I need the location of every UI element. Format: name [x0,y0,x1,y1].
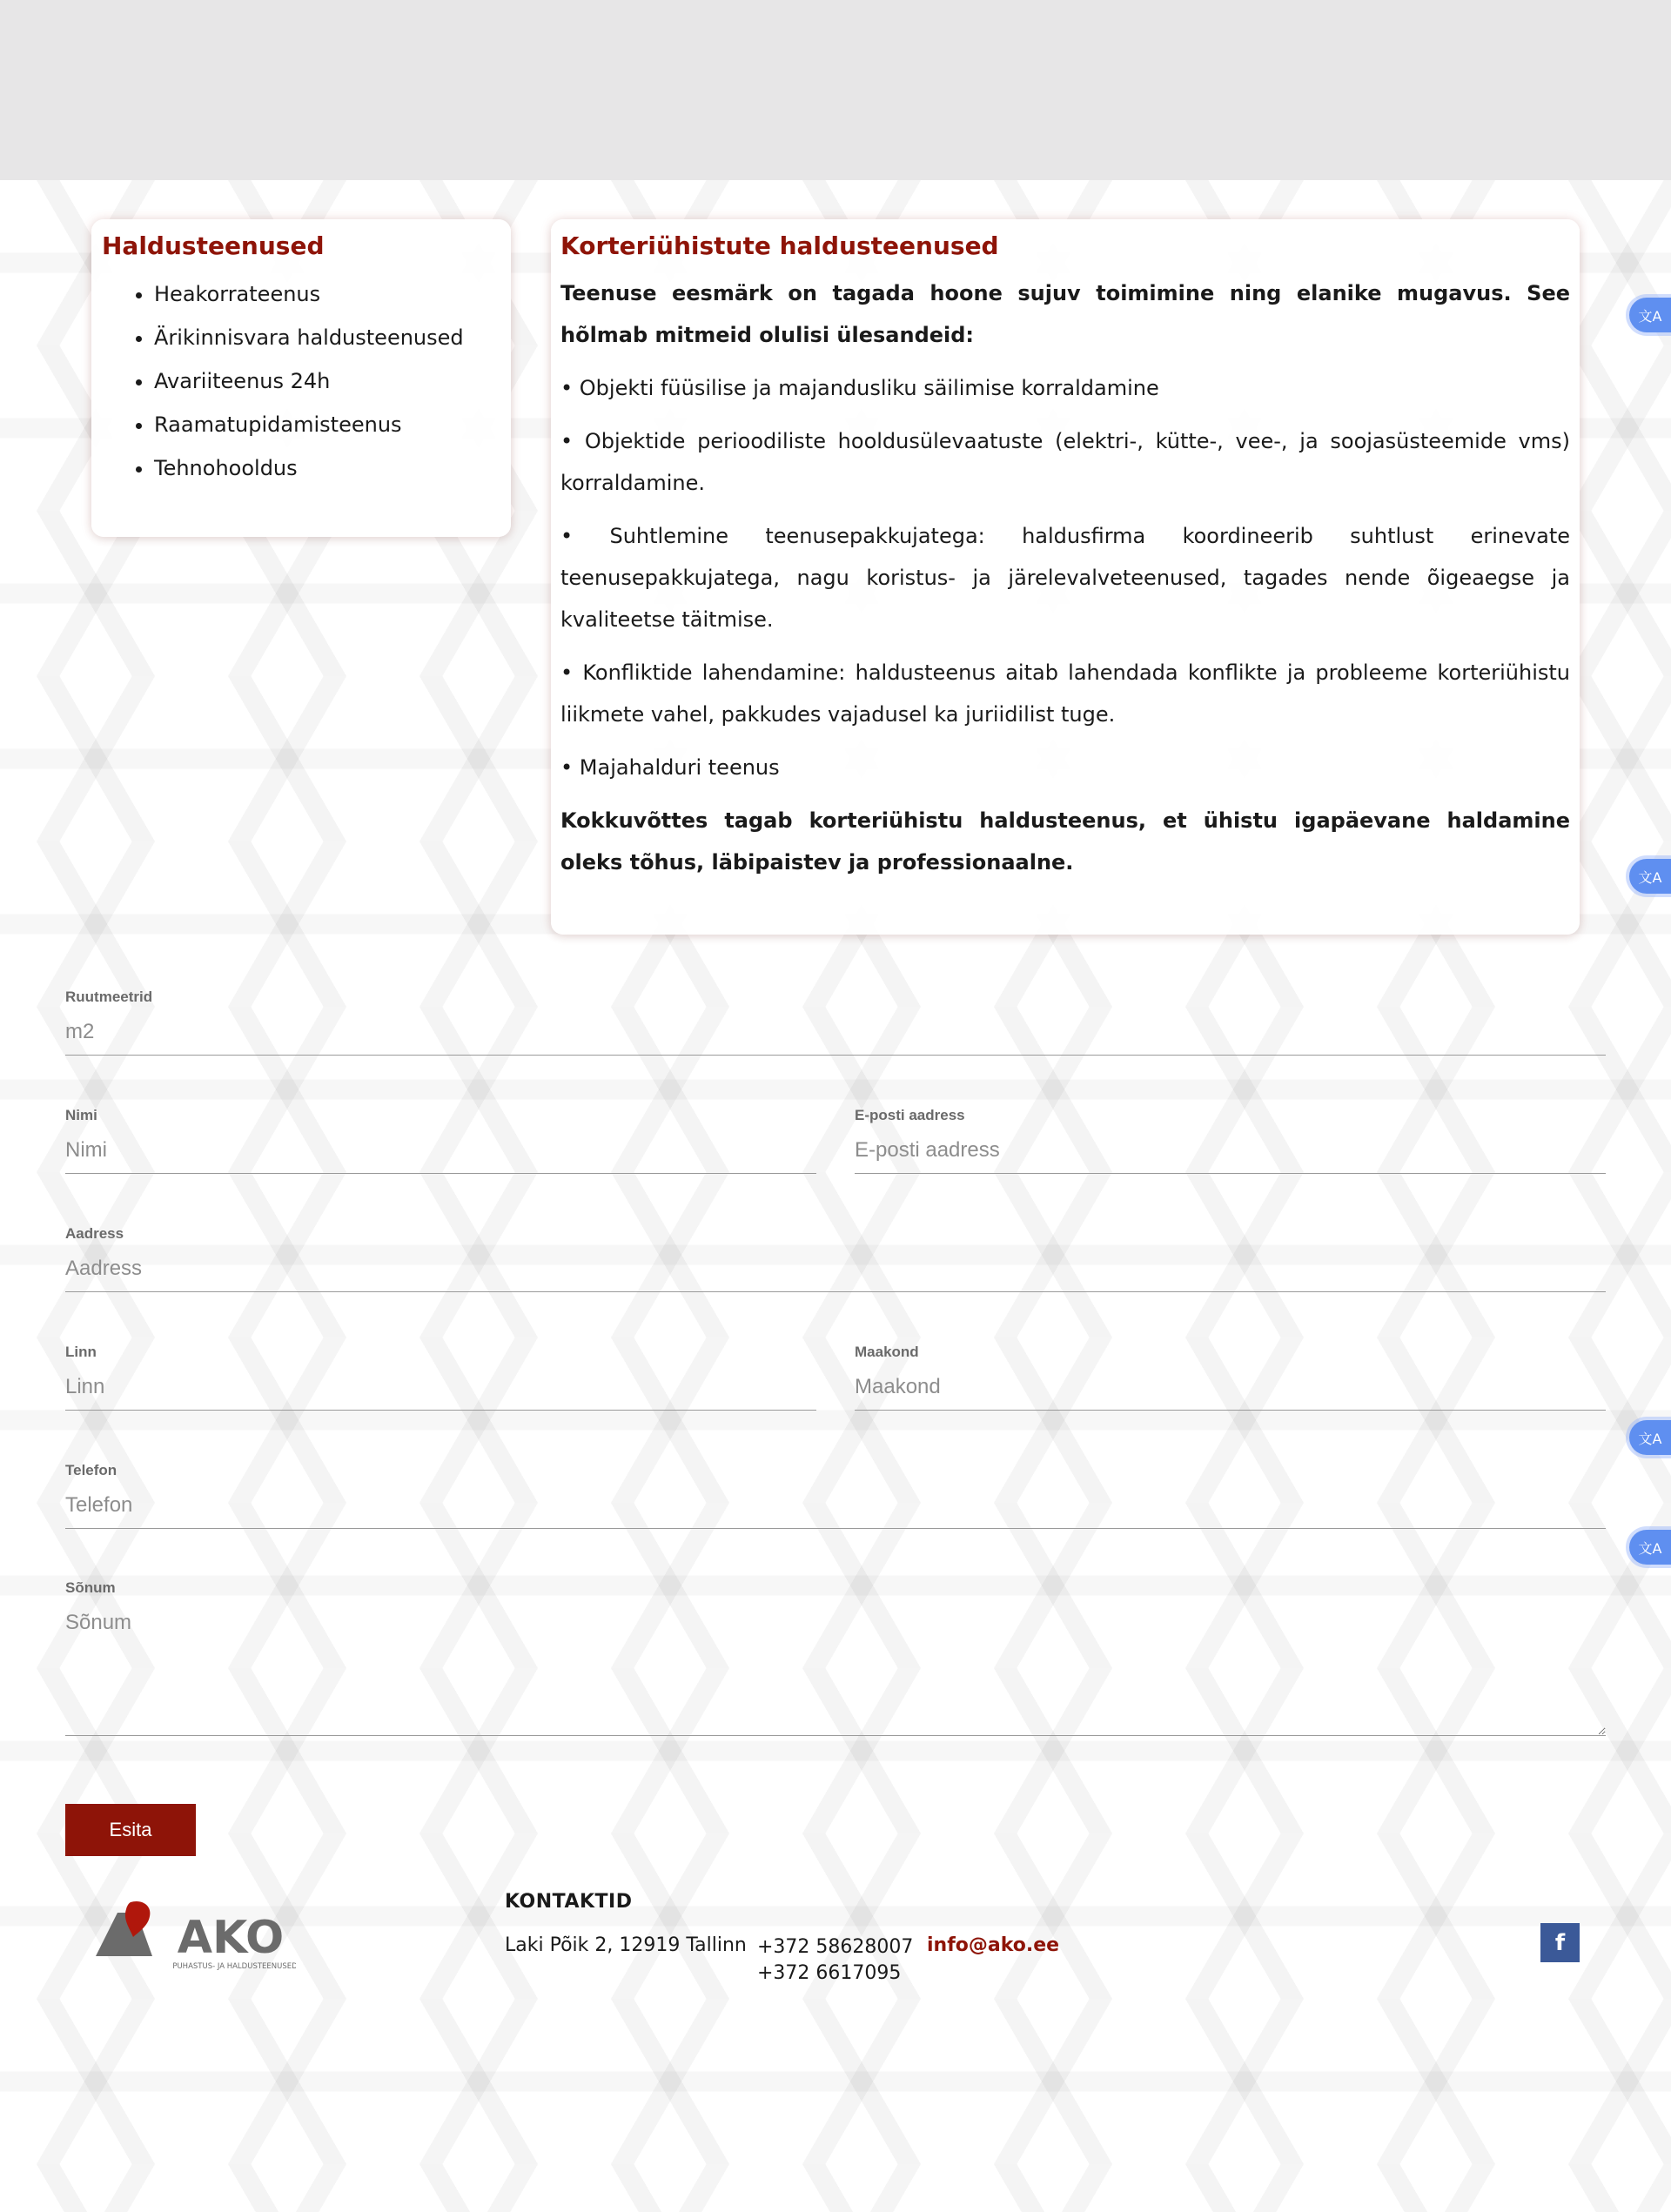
city-input[interactable] [65,1368,816,1411]
content-card [551,219,1580,935]
content-point: • Konfliktide lahendamine: haldusteenus aitab lahendada konflikte ja probleeme korteriühistu liikmete vahel, pakkudes vajadusel ka juriidilist tuge. [560,660,1570,727]
content-conclusion: Kokkuvõttes tagab korteriühistu haldusteenus, et ühistu igapäevane haldamine oleks tõhus, läbipaistev ja professionaalne. [560,808,1570,875]
service-link-tehnohooldus[interactable]: • Tehnohooldus [154,446,500,490]
message-field-group [65,1579,1606,1736]
address-field-group [65,1225,1606,1292]
county-label: Maakond [855,1344,919,1360]
content-point: • Objektide perioodiliste hooldusülevaatuste (elektri-, kütte-, vee-, ja soojasüsteemide vms) korraldamine. [560,429,1570,495]
city-label: Linn [65,1344,97,1360]
services-card [91,219,511,537]
name-field-group [65,1107,816,1174]
facebook-icon[interactable]: f [1540,1923,1580,1962]
phone-field-group [65,1462,1606,1529]
content-point: • Suhtlemine teenusepakkujatega: haldusfirma koordineerib suhtlust erinevate teenusepakkujatega, nagu koristus- ja järelevalveteenused, tagades nende õigeaegse ja kvaliteetse täitmise. [560,524,1570,632]
county-field-group [855,1344,1606,1411]
service-link-raamatupidamine[interactable]: • Raamatupidamisteenus [154,403,500,446]
content-point: • Majahalduri teenus [560,755,780,780]
name-label: Nimi [65,1107,97,1123]
logo-mark-icon [91,1895,296,1974]
area-field-group [65,989,1606,1056]
translate-icon[interactable]: 文A [1629,298,1671,332]
service-link-arikinnisvara[interactable]: • Ärikinnisvara haldusteenused [154,316,500,359]
phone-label: Telefon [65,1462,117,1478]
address-input[interactable] [65,1250,1606,1292]
logo-text: AKO [177,1912,285,1964]
area-input[interactable] [65,1013,1606,1056]
contact-phone-mobile[interactable]: +372 58628007 [757,1936,914,1958]
area-label: Ruutmeetrid [65,989,153,1005]
contact-email-link[interactable]: info@ako.ee [927,1934,1060,1956]
address-label: Aadress [65,1225,124,1242]
translate-icon[interactable]: 文A [1629,859,1671,894]
email-input[interactable] [855,1131,1606,1174]
translate-icon[interactable]: 文A [1629,1530,1671,1565]
contacts-heading: KONTAKTID [505,1891,633,1913]
header-band [0,0,1671,180]
ako-logo[interactable] [91,1895,296,1974]
content-intro: Teenuse eesmärk on tagada hoone sujuv toimimine ning elanike mugavus. See hõlmab mitmeid olulisi ülesandeid: [560,281,1570,347]
services-list [102,272,500,490]
name-input[interactable] [65,1131,816,1174]
contact-phones [757,1934,913,1987]
service-link-avariiteenus[interactable]: • Avariiteenus 24h [154,359,500,403]
phone-input[interactable] [65,1486,1606,1529]
service-link-heakorrateenus[interactable]: • Heakorrateenus [154,272,500,316]
services-title: Haldusteenused [102,231,325,260]
county-input[interactable] [855,1368,1606,1411]
email-label: E-posti aadress [855,1107,965,1123]
message-label: Sõnum [65,1579,116,1596]
message-textarea[interactable] [65,1604,1606,1736]
content-point: • Objekti füüsilise ja majandusliku säilimise korraldamine [560,376,1159,400]
contact-address: Laki Põik 2, 12919 Tallinn [505,1934,747,1956]
contact-phone-landline[interactable]: +372 6617095 [757,1962,902,1984]
email-field-group [855,1107,1606,1174]
content-title: Korteriühistute haldusteenused [560,231,999,260]
submit-button[interactable]: Esita [65,1804,196,1856]
translate-icon[interactable]: 文A [1629,1420,1671,1455]
city-field-group [65,1344,816,1411]
logo-tagline: PUHASTUS- JA HALDUSTEENUSED [172,1962,296,1971]
